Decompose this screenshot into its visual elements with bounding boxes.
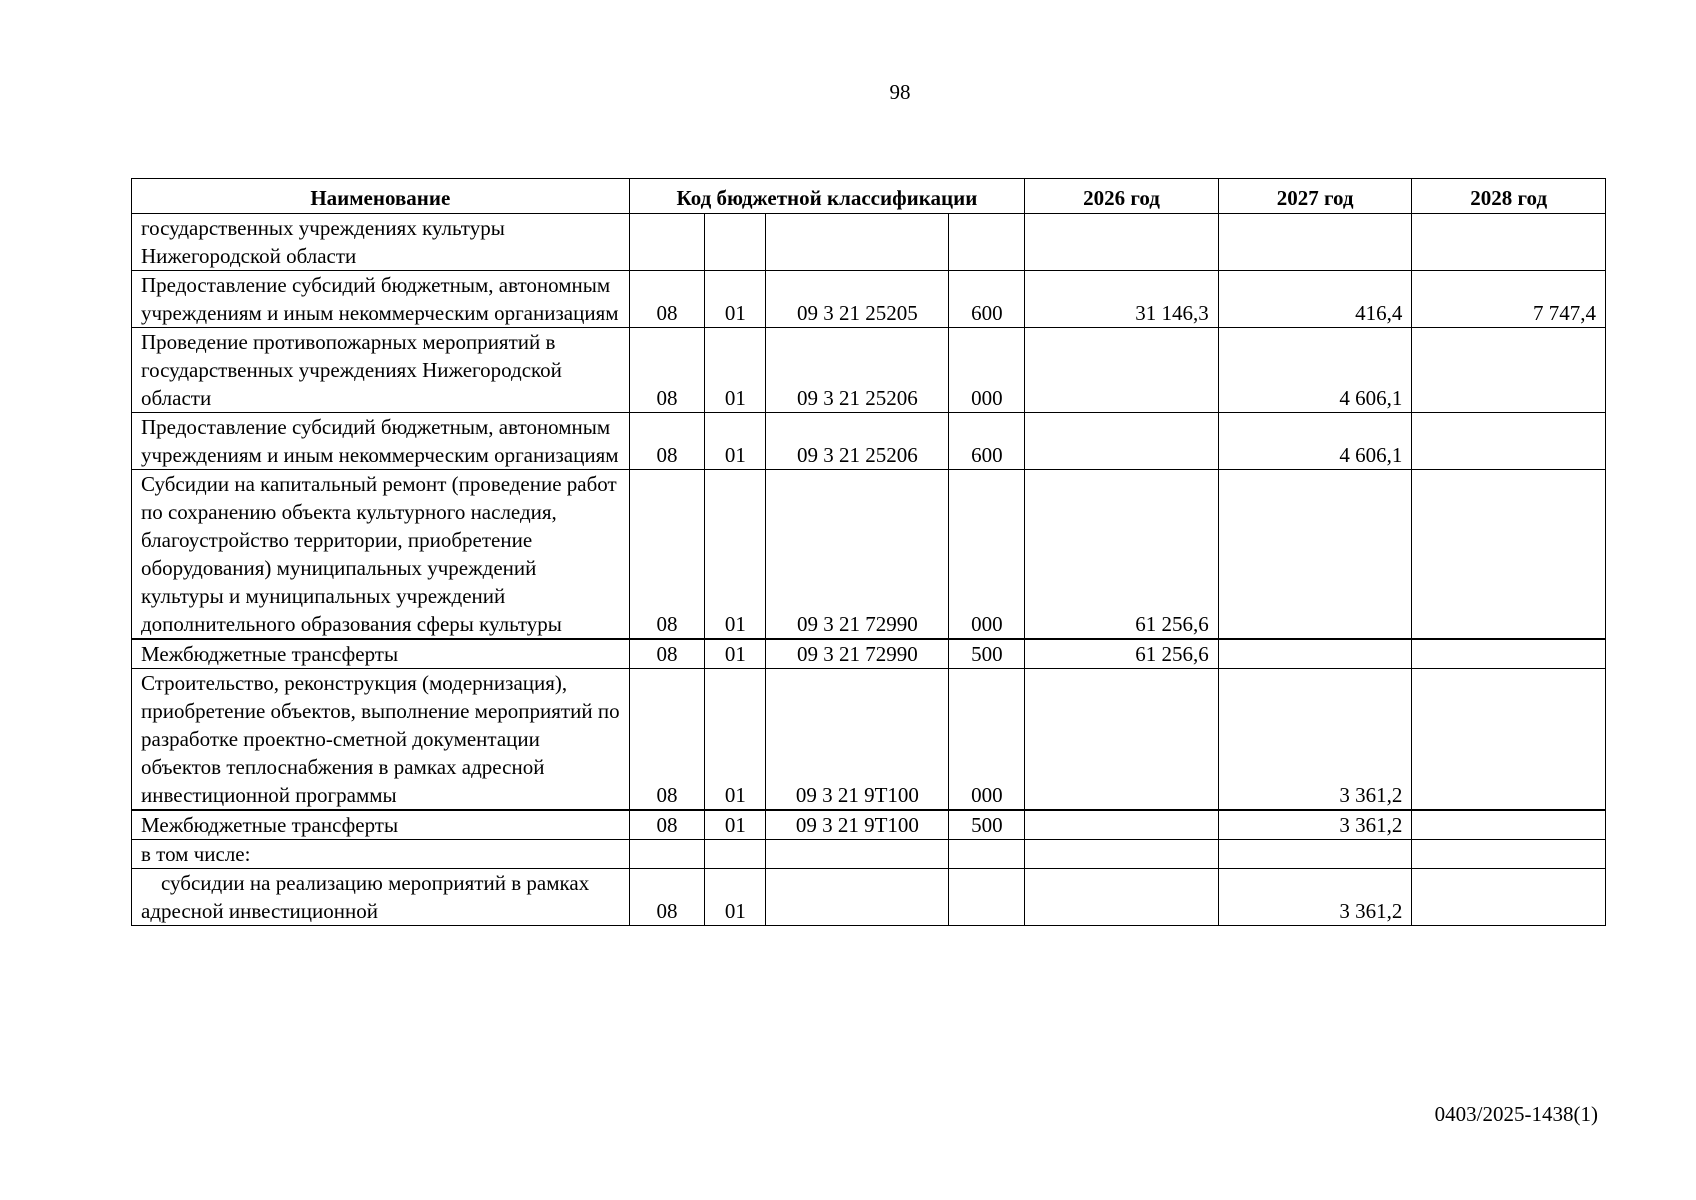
- row-2026: [1025, 840, 1219, 869]
- row-2026: [1025, 810, 1219, 840]
- row-section: 08: [629, 413, 705, 470]
- row-2027: [1218, 639, 1412, 669]
- row-2027: 3 361,2: [1218, 810, 1412, 840]
- row-name: в том числе:: [132, 840, 630, 869]
- row-section: 08: [629, 869, 705, 926]
- row-2027: [1218, 470, 1412, 640]
- row-subsection: 01: [705, 328, 766, 413]
- row-name: Межбюджетные трансферты: [132, 639, 630, 669]
- row-expense-type: [949, 840, 1025, 869]
- row-subsection: 01: [705, 869, 766, 926]
- page-number: 98: [889, 80, 911, 104]
- row-target: [766, 840, 949, 869]
- row-expense-type: 000: [949, 328, 1025, 413]
- row-2028: [1412, 810, 1606, 840]
- row-target: 09 3 21 25205: [766, 271, 949, 328]
- row-expense-type: [949, 869, 1025, 926]
- table-row: [132, 869, 1606, 926]
- row-subsection: 01: [705, 810, 766, 840]
- row-subsection: 01: [705, 271, 766, 328]
- row-target: 09 3 21 72990: [766, 470, 949, 640]
- row-expense-type: 000: [949, 669, 1025, 811]
- row-expense-type: 600: [949, 271, 1025, 328]
- row-2027: 3 361,2: [1218, 669, 1412, 811]
- row-section: 08: [629, 470, 705, 640]
- row-2027: [1218, 840, 1412, 869]
- row-2027: 3 361,2: [1218, 869, 1412, 926]
- row-subsection: 01: [705, 669, 766, 811]
- row-2028: [1412, 214, 1606, 271]
- row-name: Предоставление субсидий бюджетным, автономным учреждениям и иным некоммерческим организациям: [132, 271, 630, 328]
- row-2027: 416,4: [1218, 271, 1412, 328]
- row-2028: [1412, 840, 1606, 869]
- row-name: Предоставление субсидий бюджетным, автономным учреждениям и иным некоммерческим организациям: [132, 413, 630, 470]
- row-subsection: [705, 214, 766, 271]
- row-2026: [1025, 869, 1219, 926]
- row-name: субсидии на реализацию мероприятий в рамках адресной инвестиционной: [132, 869, 630, 926]
- row-section: 08: [629, 669, 705, 811]
- row-section: 08: [629, 639, 705, 669]
- table-row: [132, 810, 1606, 840]
- row-2027: 4 606,1: [1218, 413, 1412, 470]
- row-subsection: 01: [705, 470, 766, 640]
- row-2027: [1218, 214, 1412, 271]
- table-row: [132, 639, 1606, 669]
- header-2026: 2026 год: [1025, 179, 1219, 214]
- header-2028: 2028 год: [1412, 179, 1606, 214]
- row-name: Строительство, реконструкция (модернизация), приобретение объектов, выполнение мероприятий по разработке проектно-сметной документации объектов теплоснабжения в рамках адресной инвестиционной программы: [132, 669, 630, 811]
- row-expense-type: 000: [949, 470, 1025, 640]
- table-row: [132, 840, 1606, 869]
- row-2026: 61 256,6: [1025, 470, 1219, 640]
- table-header-row: [132, 179, 1606, 214]
- row-section: [629, 840, 705, 869]
- table-row: [132, 271, 1606, 328]
- row-name: Субсидии на капитальный ремонт (проведение работ по сохранению объекта культурного наследия, благоустройство территории, приобретение оборудования) муниципальных учреждений культуры и муниципальных учреждений дополнительного образования сферы культуры: [132, 470, 630, 640]
- row-expense-type: 500: [949, 639, 1025, 669]
- table-row: [132, 413, 1606, 470]
- row-2027: 4 606,1: [1218, 328, 1412, 413]
- row-2026: 61 256,6: [1025, 639, 1219, 669]
- row-subsection: 01: [705, 639, 766, 669]
- row-subsection: 01: [705, 413, 766, 470]
- row-2028: 7 747,4: [1412, 271, 1606, 328]
- budget-table: [131, 178, 1606, 926]
- row-2028: [1412, 669, 1606, 811]
- row-subsection: [705, 840, 766, 869]
- table-row: [132, 470, 1606, 640]
- row-section: [629, 214, 705, 271]
- row-target: 09 3 21 9Т100: [766, 669, 949, 811]
- row-2026: [1025, 669, 1219, 811]
- row-expense-type: 500: [949, 810, 1025, 840]
- row-2028: [1412, 869, 1606, 926]
- row-target: 09 3 21 25206: [766, 413, 949, 470]
- row-2026: [1025, 328, 1219, 413]
- header-2027: 2027 год: [1218, 179, 1412, 214]
- row-target: 09 3 21 25206: [766, 328, 949, 413]
- row-target: 09 3 21 9Т100: [766, 810, 949, 840]
- row-target: [766, 869, 949, 926]
- row-expense-type: 600: [949, 413, 1025, 470]
- row-2026: [1025, 214, 1219, 271]
- row-name: государственных учреждениях культуры Нижегородской области: [132, 214, 630, 271]
- row-2028: [1412, 639, 1606, 669]
- row-name: Проведение противопожарных мероприятий в государственных учреждениях Нижегородской области: [132, 328, 630, 413]
- row-2028: [1412, 413, 1606, 470]
- row-expense-type: [949, 214, 1025, 271]
- row-section: 08: [629, 810, 705, 840]
- header-code: Код бюджетной классификации: [629, 179, 1025, 214]
- row-section: 08: [629, 271, 705, 328]
- row-section: 08: [629, 328, 705, 413]
- document-id: 0403/2025-1438(1): [1434, 1102, 1598, 1126]
- row-target: 09 3 21 72990: [766, 639, 949, 669]
- row-target: [766, 214, 949, 271]
- row-2026: 31 146,3: [1025, 271, 1219, 328]
- header-name: Наименование: [132, 179, 630, 214]
- row-2026: [1025, 413, 1219, 470]
- table-row: [132, 669, 1606, 811]
- row-2028: [1412, 328, 1606, 413]
- table-row: [132, 328, 1606, 413]
- table-row: [132, 214, 1606, 271]
- row-2028: [1412, 470, 1606, 640]
- row-name: Межбюджетные трансферты: [132, 810, 630, 840]
